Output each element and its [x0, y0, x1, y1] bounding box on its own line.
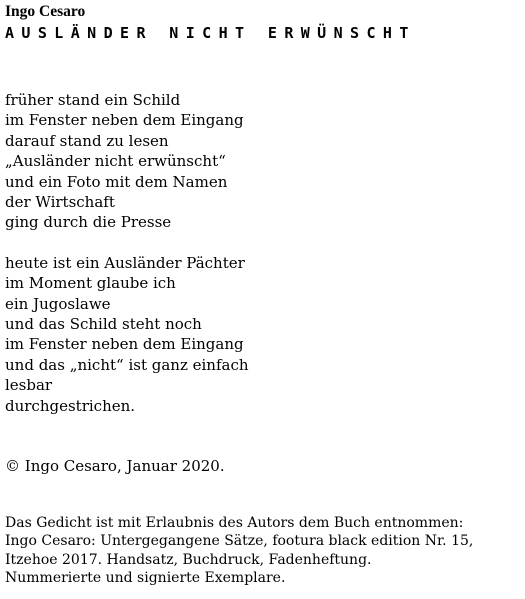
note-line: Ingo Cesaro: Untergegangene Sätze, footura black edition Nr. 15,: [5, 533, 474, 550]
note-line: Nummerierte und signierte Exemplare.: [5, 570, 286, 587]
poem-line: im Fenster neben dem Eingang: [5, 111, 244, 130]
note-line: Itzehoe 2017. Handsatz, Buchdruck, Fadenheftung.: [5, 551, 372, 568]
poem-line: lesbar: [5, 376, 53, 395]
poem-line: ein Jugoslawe: [5, 294, 111, 313]
poem-line: im Moment glaube ich: [5, 274, 176, 293]
poem-line: „Ausländer nicht erwünscht“: [5, 152, 226, 171]
poem-line: im Fenster neben dem Eingang: [5, 335, 244, 354]
poem-line: ging durch die Presse: [5, 213, 172, 232]
poem-line: darauf stand zu lesen: [5, 131, 169, 150]
note-line: Das Gedicht ist mit Erlaubnis des Autors dem Buch entnommen:: [5, 515, 464, 531]
poem-line: früher stand ein Schild: [5, 91, 181, 109]
author-name: Ingo Cesaro: [5, 3, 86, 20]
copyright-line: © Ingo Cesaro, Januar 2020.: [5, 457, 225, 475]
stanza-2: [5, 253, 249, 416]
poem-line: und das „nicht“ ist ganz einfach: [5, 355, 249, 374]
poem-line: und das Schild steht noch: [5, 315, 202, 334]
document-page: [5, 3, 520, 42]
poem-line: der Wirtschaft: [5, 193, 115, 212]
poem-line: heute ist ein Ausländer Pächter: [5, 253, 245, 272]
poem-line: durchgestrichen.: [5, 396, 136, 415]
poem-title: AUSLÄNDER NICHT ERWÜNSCHT: [5, 24, 416, 42]
stanza-1: [5, 90, 249, 233]
poem-line: und ein Foto mit dem Namen: [5, 172, 228, 191]
source-note: [5, 514, 473, 588]
poem-body: [5, 90, 249, 416]
